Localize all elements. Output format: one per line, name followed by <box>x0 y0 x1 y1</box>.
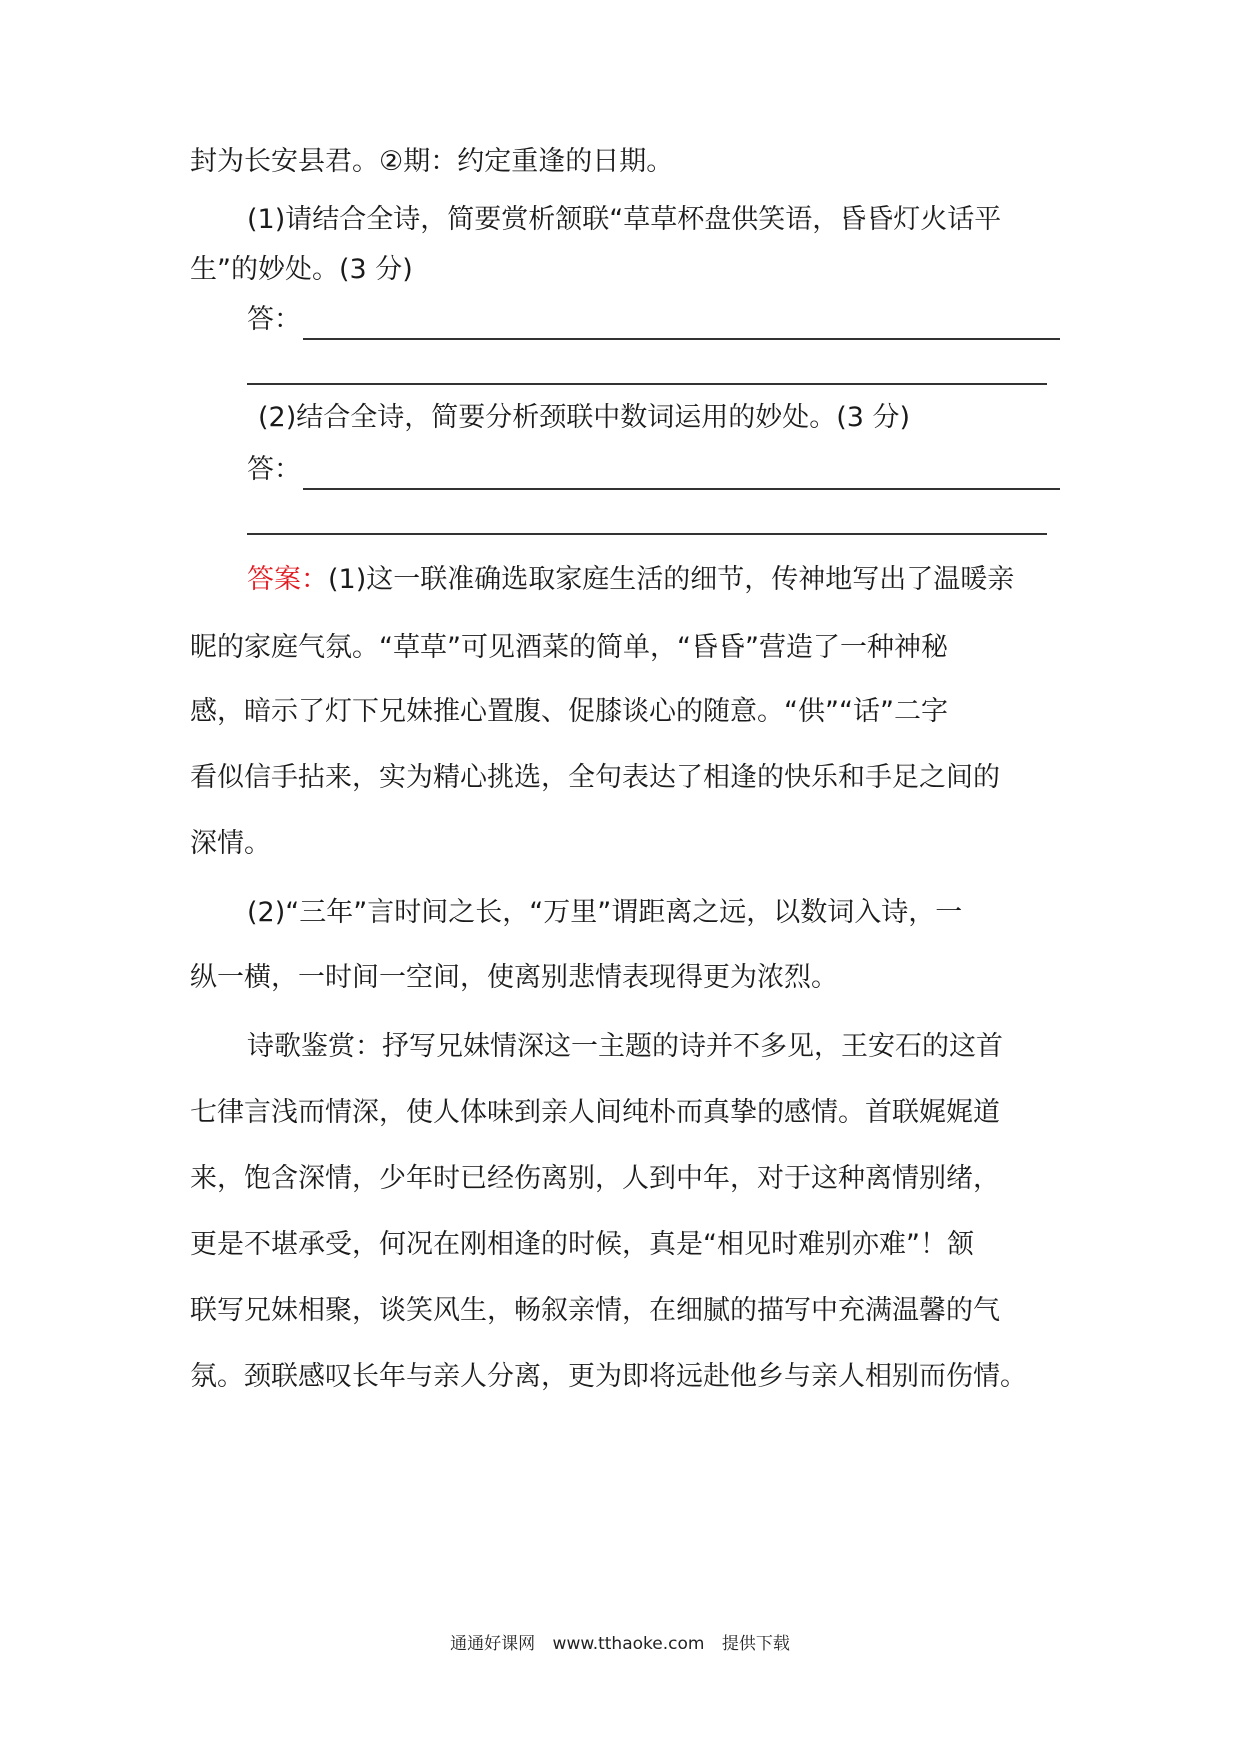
footer-url: www.tthaoke.com <box>552 1634 705 1654</box>
question-1-line-1: (1)请结合全诗，简要赏析颔联“草草杯盘供笑语，昏昏灯火话平 <box>247 204 1002 235</box>
question-2-line: (2)结合全诗，简要分析颈联中数词运用的妙处。(3 分) <box>258 402 911 433</box>
answer-1-line-5: 深情。 <box>190 828 271 859</box>
answer-2-line-2: 纵一横，一时间一空间，使离别悲情表现得更为浓烈。 <box>190 962 838 993</box>
note-line: 封为长安县君。②期：约定重逢的日期。 <box>190 146 674 177</box>
appreciation-line-2: 七律言浅而情深，使人体味到亲人间纯朴而真挚的感情。首联娓娓道 <box>190 1097 1000 1128</box>
answer-1-text: (1)这一联准确选取家庭生活的细节，传神地写出了温暖亲 <box>328 564 1015 595</box>
answer-blank-2 <box>247 450 1060 490</box>
answer-blank-1 <box>247 300 1060 340</box>
answer-1-line-3: 感，暗示了灯下兄妹推心置腹、促膝谈心的随意。“供”“话”二字 <box>190 696 948 727</box>
answer-prefix: 答： <box>247 304 301 335</box>
appreciation-line-3: 来，饱含深情，少年时已经伤离别，人到中年，对于这种离情别绪， <box>190 1163 1000 1194</box>
appreciation-line-6: 氛。颈联感叹长年与亲人分离，更为即将远赴他乡与亲人相别而伤情。 <box>190 1361 1027 1392</box>
answer-underline-full <box>247 382 1047 385</box>
answer-label: 答案： <box>247 564 328 595</box>
answer-underline <box>303 310 1060 340</box>
answer-1-line-4: 看似信手拈来，实为精心挑选，全句表达了相逢的快乐和手足之间的 <box>190 762 1000 793</box>
answer-1-line-1 <box>247 560 1060 600</box>
appreciation-line-5: 联写兄妹相聚，谈笑风生，畅叙亲情，在细腻的描写中充满温馨的气 <box>190 1295 1000 1326</box>
answer-2-line-1: (2)“三年”言时间之长，“万里”谓距离之远，以数词入诗，一 <box>247 897 963 928</box>
appreciation-line-1: 诗歌鉴赏：抒写兄妹情深这一主题的诗并不多见，王安石的这首 <box>247 1031 1003 1062</box>
answer-underline-full <box>247 532 1047 535</box>
footer-suffix: 提供下载 <box>721 1634 790 1654</box>
answer-1-line-2: 昵的家庭气氛。“草草”可见酒菜的简单，“昏昏”营造了一种神秘 <box>190 632 948 663</box>
answer-prefix: 答： <box>247 454 301 485</box>
appreciation-line-4: 更是不堪承受，何况在刚相逢的时候，真是“相见时难别亦难”！颔 <box>190 1229 974 1260</box>
footer-site-name: 通通好课网 <box>450 1634 536 1654</box>
question-1-line-2: 生”的妙处。(3 分) <box>190 254 413 285</box>
page-footer <box>0 1632 1240 1656</box>
answer-underline <box>303 460 1060 490</box>
